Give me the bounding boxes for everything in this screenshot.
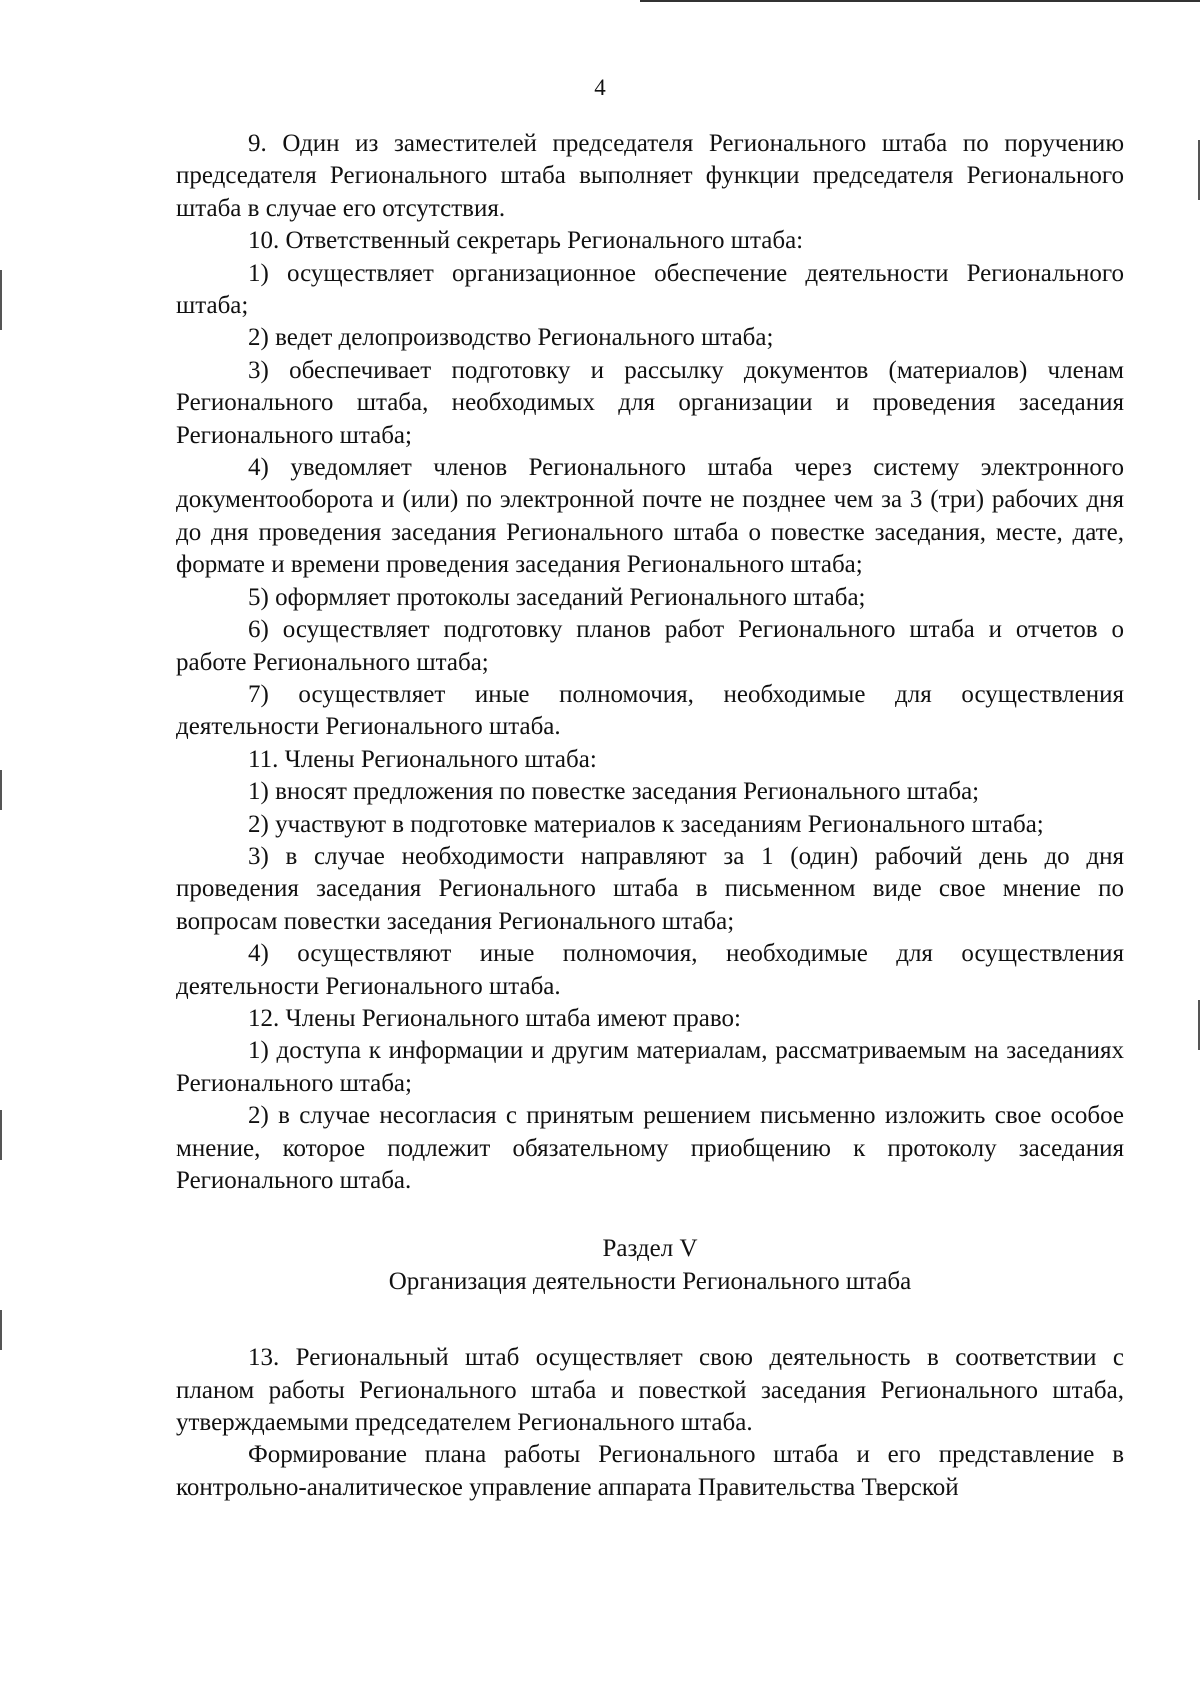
section-title: Организация деятельности Регионального штаба (388, 1267, 912, 1295)
paragraph-12-item-1: 1) доступа к информации и другим материалам, рассматриваемым на заседаниях Регионального штаба; (176, 1037, 1124, 1097)
paragraph-10-item-6: 6) осуществляет подготовку планов работ Регионального штаба и отчетов о работе Регионального штаба; (176, 616, 1124, 676)
paragraph-12: 12. Члены Регионального штаба имеют право: (248, 1004, 741, 1032)
paragraph-11-item-2: 2) участвуют в подготовке материалов к заседаниям Регионального штаба; (248, 810, 1044, 838)
paragraph-13-continuation: Формирование плана работы Регионального штаба и его представление в контрольно-аналитическое управление аппарата Правительства Тверской (176, 1441, 1124, 1501)
document-body (176, 128, 1124, 1504)
section-label: Раздел V (602, 1235, 698, 1263)
paragraph-11-item-3: 3) в случае необходимости направляют за 1 (один) рабочий день до дня проведения заседания Регионального штаба в письменном виде свое мнение по вопросам повестки заседания Регионального штаба; (176, 842, 1124, 935)
scan-edge-mark (0, 1310, 2, 1350)
paragraph-10-item-1: 1) осуществляет организационное обеспечение деятельности Регионального штаба; (176, 259, 1124, 320)
page-number: 4 (594, 75, 606, 100)
scan-edge-mark (0, 1110, 2, 1160)
paragraph-10: 10. Ответственный секретарь Регионального штаба: (248, 227, 804, 255)
paragraph-10-item-3: 3) обеспечивает подготовку и рассылку документов (материалов) членам Регионального штаба, необходимых для организации и проведения заседания Регионального штаба; (176, 356, 1124, 449)
paragraph-11-item-4: 4) осуществляют иные полномочия, необходимые для осуществления деятельности Регионального штаба. (176, 940, 1124, 1000)
scan-edge-mark (0, 770, 2, 810)
paragraph-10-item-2: 2) ведет делопроизводство Регионального штаба; (248, 324, 774, 352)
paragraph-10-item-7: 7) осуществляет иные полномочия, необходимые для осуществления деятельности Регионального штаба. (176, 680, 1124, 741)
paragraph-10-item-4: 4) уведомляет членов Регионального штаба через систему электронного документооборота и (или) по электронной почте не позднее чем за 3 (три) рабочих дня до дня проведения заседания Регионального штаба о повестке заседания, месте, дате, формате и времени проведения заседания Регионального штаба; (176, 454, 1124, 579)
paragraph-11-item-1: 1) вносят предложения по повестке заседания Регионального штаба; (248, 778, 980, 806)
scan-edge-mark (0, 270, 2, 330)
scan-edge-line (640, 0, 1200, 2)
paragraph-13: 13. Региональный штаб осуществляет свою деятельность в соответствии с планом работы Регионального штаба и повесткой заседания Регионального штаба, утверждаемыми председателем Регионального штаба. (176, 1344, 1124, 1437)
paragraph-10-item-5: 5) оформляет протоколы заседаний Регионального штаба; (248, 583, 866, 611)
paragraph-11: 11. Члены Регионального штаба: (248, 745, 597, 773)
paragraph-9: 9. Один из заместителей председателя Регионального штаба по поручению председателя Регионального штаба выполняет функции председателя Регионального штаба в случае его отсутствия. (176, 130, 1124, 222)
paragraph-12-item-2: 2) в случае несогласия с принятым решением письменно изложить свое особое мнение, которое подлежит обязательному приобщению к протоколу заседания Регионального штаба. (176, 1102, 1124, 1194)
